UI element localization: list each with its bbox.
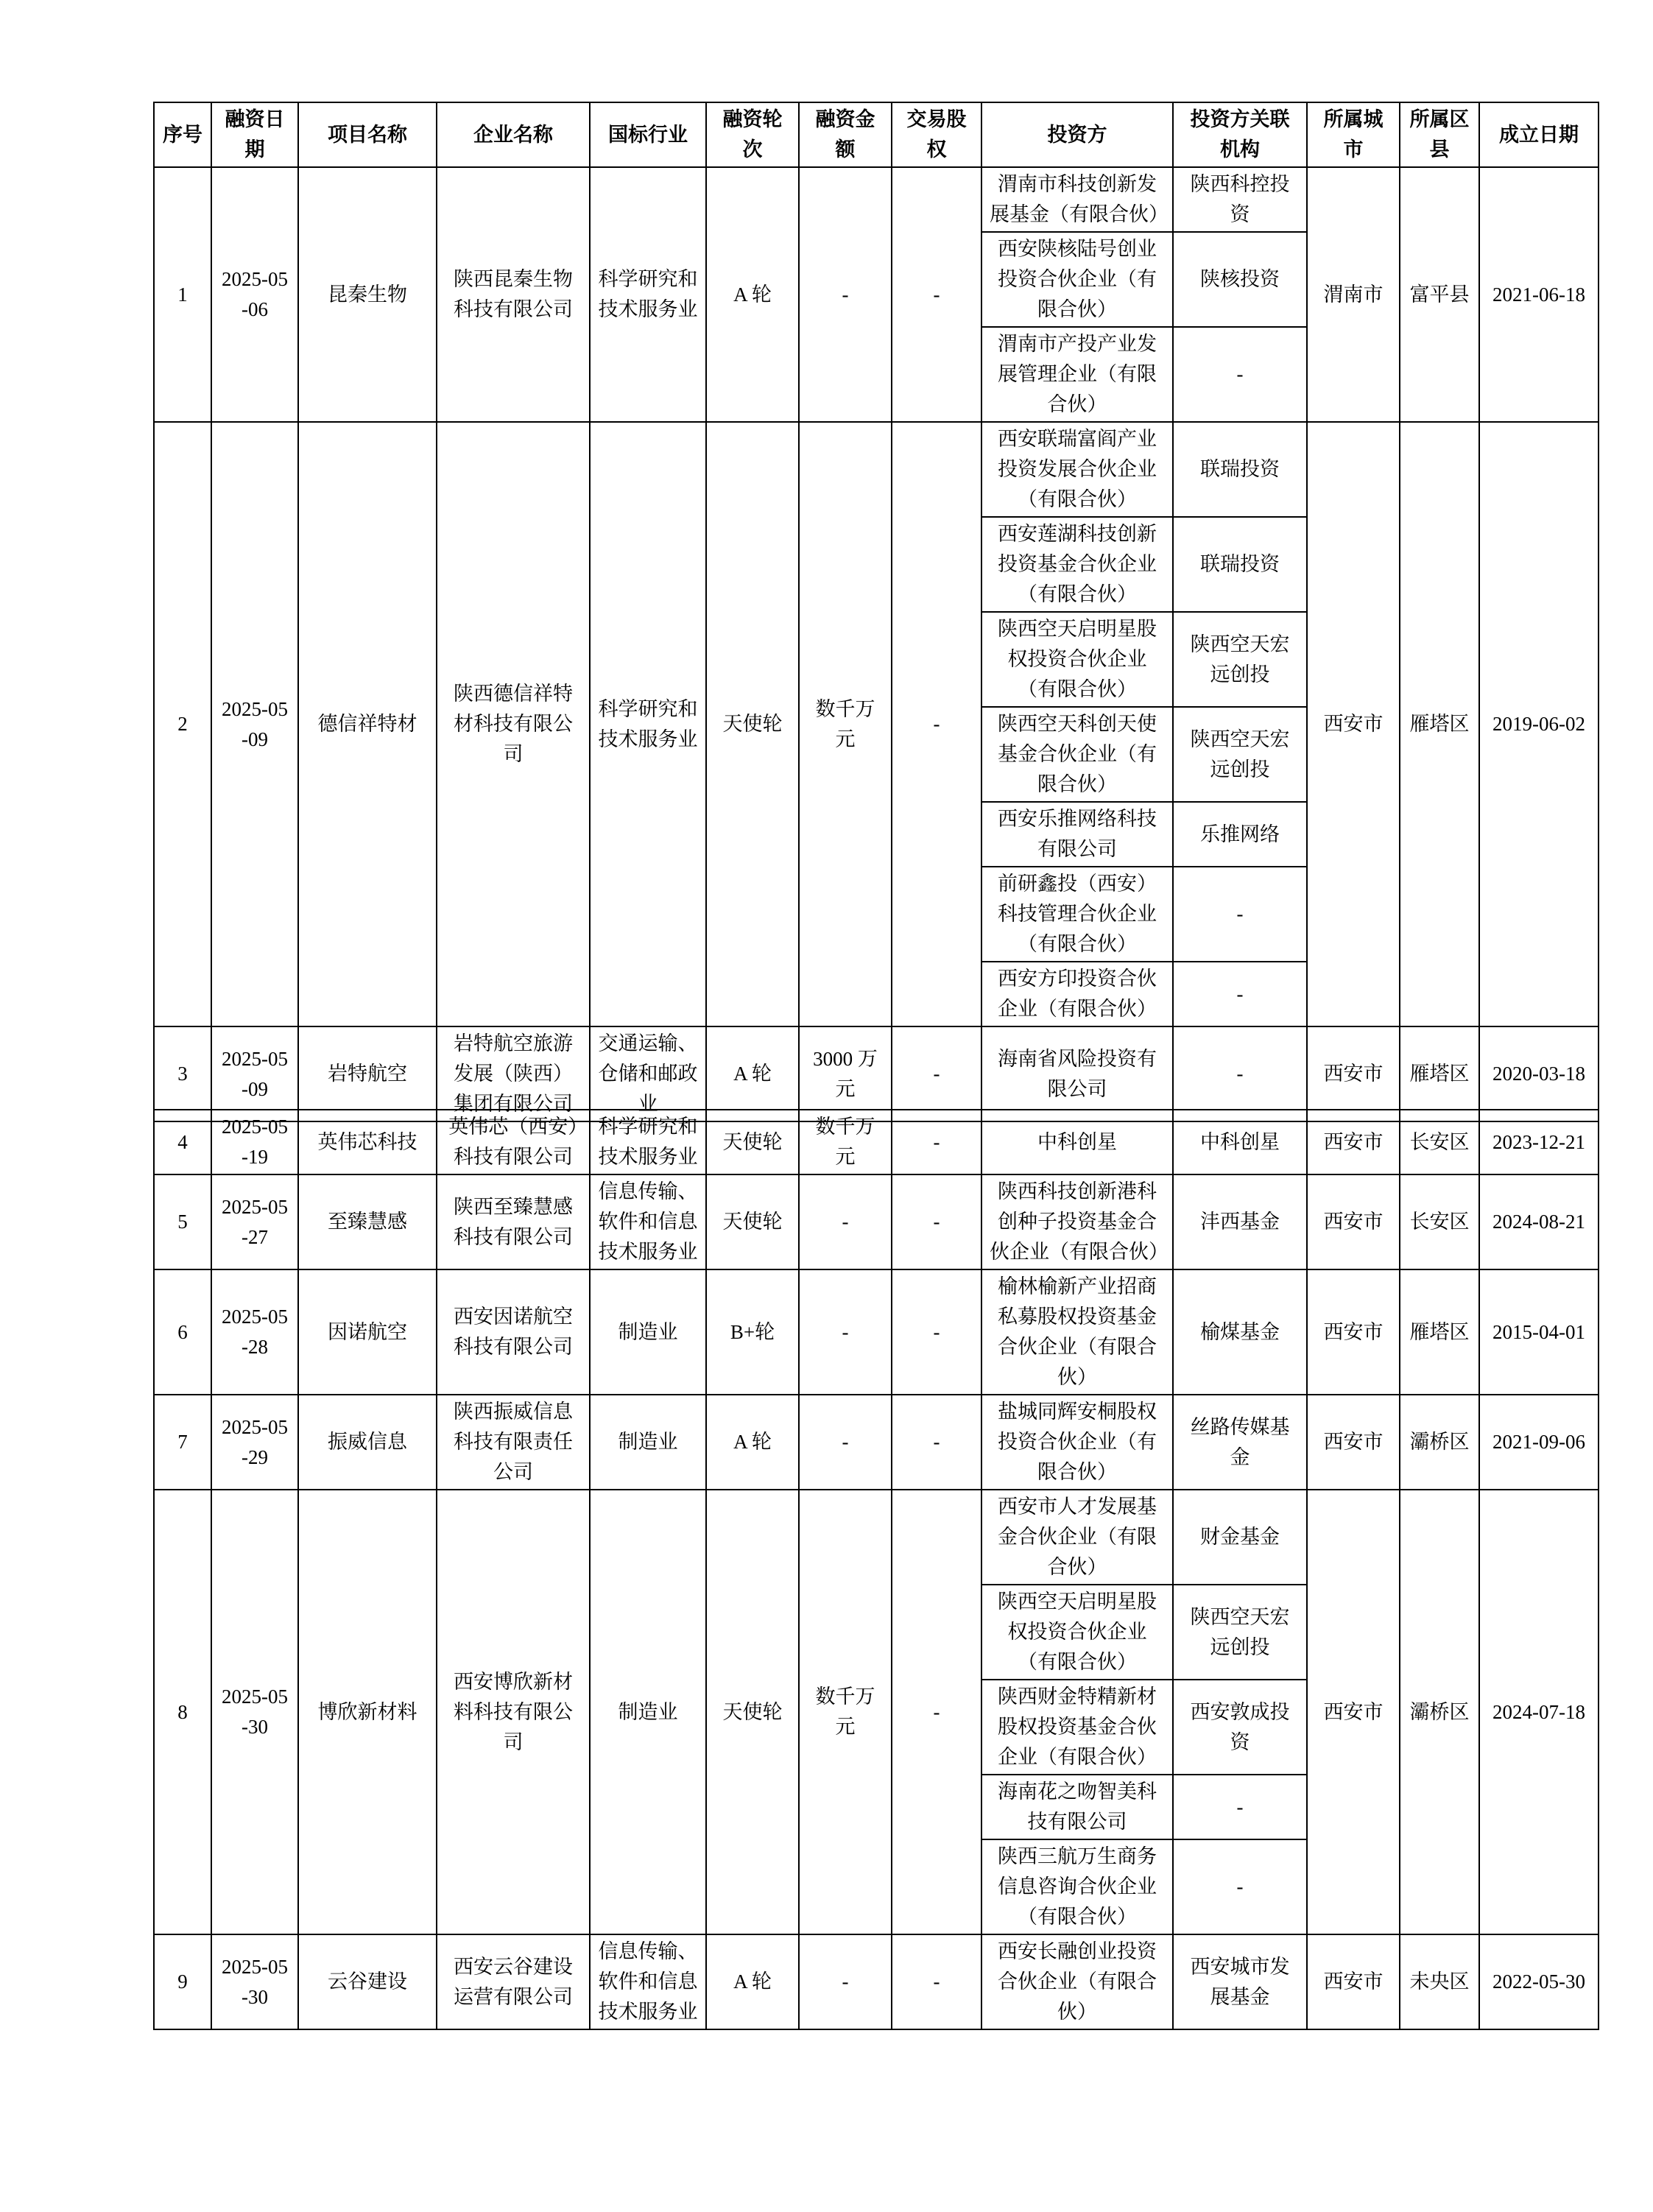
- cell-project: 岩特航空: [298, 1026, 437, 1121]
- cell-affiliate: -: [1173, 1775, 1307, 1839]
- cell-amount: 数千万元: [799, 1490, 892, 1934]
- cell-project: 振威信息: [298, 1395, 437, 1490]
- cell-company: 西安云谷建设运营有限公司: [437, 1934, 590, 2029]
- cell-project: 英伟芯科技: [298, 1110, 437, 1174]
- table-row: [154, 1269, 1599, 1395]
- cell-investor: 中科创星: [981, 1110, 1173, 1174]
- cell-affiliate: 联瑞投资: [1173, 517, 1307, 612]
- cell-city: 西安市: [1307, 1269, 1400, 1395]
- cell-investor: 陕西财金特精新材股权投资基金合伙企业（有限合伙）: [981, 1680, 1173, 1775]
- cell-date: 2025-05-28: [211, 1269, 298, 1395]
- header-industry: 国标行业: [590, 102, 706, 167]
- cell-equity: -: [892, 1110, 981, 1174]
- cell-round: A 轮: [706, 1395, 799, 1490]
- cell-founded: 2021-06-18: [1479, 167, 1599, 422]
- cell-founded: 2023-12-21: [1479, 1110, 1599, 1174]
- cell-affiliate: 陕核投资: [1173, 232, 1307, 327]
- cell-date: 2025-05-27: [211, 1174, 298, 1269]
- cell-project: 博欣新材料: [298, 1490, 437, 1934]
- cell-district: 长安区: [1400, 1174, 1479, 1269]
- cell-equity: -: [892, 1026, 981, 1121]
- cell-industry: 制造业: [590, 1269, 706, 1395]
- cell-investor: 西安莲湖科技创新投资基金合伙企业（有限合伙）: [981, 517, 1173, 612]
- cell-seq: 5: [154, 1174, 211, 1269]
- header-affiliate: 投资方关联机构: [1173, 102, 1307, 167]
- cell-city: 西安市: [1307, 422, 1400, 1026]
- cell-investor: 陕西科技创新港科创种子投资基金合伙企业（有限合伙）: [981, 1174, 1173, 1269]
- cell-industry: 信息传输、软件和信息技术服务业: [590, 1174, 706, 1269]
- cell-project: 云谷建设: [298, 1934, 437, 2029]
- cell-industry: 制造业: [590, 1395, 706, 1490]
- cell-company: 陕西振威信息科技有限责任公司: [437, 1395, 590, 1490]
- cell-company: 岩特航空旅游发展（陕西）集团有限公司: [437, 1026, 590, 1121]
- cell-round: B+轮: [706, 1269, 799, 1395]
- cell-district: 雁塔区: [1400, 422, 1479, 1026]
- cell-investor: 渭南市产投产业发展管理企业（有限合伙）: [981, 327, 1173, 422]
- cell-seq: 1: [154, 167, 211, 422]
- cell-company: 陕西德信祥特材科技有限公司: [437, 422, 590, 1026]
- cell-founded: 2024-08-21: [1479, 1174, 1599, 1269]
- cell-district: 灞桥区: [1400, 1490, 1479, 1934]
- cell-amount: -: [799, 1269, 892, 1395]
- cell-seq: 6: [154, 1269, 211, 1395]
- cell-affiliate: 榆煤基金: [1173, 1269, 1307, 1395]
- cell-date: 2025-05-06: [211, 167, 298, 422]
- cell-date: 2025-05-09: [211, 422, 298, 1026]
- cell-date: 2025-05-09: [211, 1026, 298, 1121]
- header-amount: 融资金额: [799, 102, 892, 167]
- header-founded: 成立日期: [1479, 102, 1599, 167]
- cell-amount: 数千万元: [799, 1110, 892, 1174]
- cell-investor: 陕西空天科创天使基金合伙企业（有限合伙）: [981, 707, 1173, 802]
- header-city: 所属城市: [1307, 102, 1400, 167]
- cell-round: A 轮: [706, 1934, 799, 2029]
- cell-investor: 陕西三航万生商务信息咨询合伙企业（有限合伙）: [981, 1839, 1173, 1934]
- cell-seq: 9: [154, 1934, 211, 2029]
- cell-founded: 2020-03-18: [1479, 1026, 1599, 1121]
- cell-affiliate: 乐推网络: [1173, 802, 1307, 867]
- cell-investor: 海南省风险投资有限公司: [981, 1026, 1173, 1121]
- cell-investor: 盐城同辉安桐股权投资合伙企业（有限合伙）: [981, 1395, 1173, 1490]
- cell-date: 2025-05-29: [211, 1395, 298, 1490]
- table-row: [154, 1395, 1599, 1490]
- cell-company: 陕西至臻慧感科技有限公司: [437, 1174, 590, 1269]
- cell-date: 2025-05-30: [211, 1934, 298, 2029]
- cell-city: 西安市: [1307, 1174, 1400, 1269]
- cell-project: 德信祥特材: [298, 422, 437, 1026]
- cell-company: 英伟芯（西安）科技有限公司: [437, 1110, 590, 1174]
- cell-project: 因诺航空: [298, 1269, 437, 1395]
- cell-seq: 3: [154, 1026, 211, 1121]
- cell-company: 陕西昆秦生物科技有限公司: [437, 167, 590, 422]
- cell-project: 昆秦生物: [298, 167, 437, 422]
- header-round: 融资轮次: [706, 102, 799, 167]
- cell-equity: -: [892, 167, 981, 422]
- cell-industry: 信息传输、软件和信息技术服务业: [590, 1934, 706, 2029]
- cell-founded: 2022-05-30: [1479, 1934, 1599, 2029]
- table-row: [154, 1026, 1599, 1121]
- cell-seq: 7: [154, 1395, 211, 1490]
- cell-amount: 数千万元: [799, 422, 892, 1026]
- cell-affiliate: 西安城市发展基金: [1173, 1934, 1307, 2029]
- cell-round: 天使轮: [706, 1174, 799, 1269]
- cell-investor: 前研鑫投（西安）科技管理合伙企业（有限合伙）: [981, 867, 1173, 962]
- financing-table-part-2: [153, 1109, 1599, 2030]
- cell-investor: 西安市人才发展基金合伙企业（有限合伙）: [981, 1490, 1173, 1585]
- cell-amount: -: [799, 1934, 892, 2029]
- cell-investor: 西安长融创业投资合伙企业（有限合伙）: [981, 1934, 1173, 2029]
- cell-investor: 西安陕核陆号创业投资合伙企业（有限合伙）: [981, 232, 1173, 327]
- cell-equity: -: [892, 1490, 981, 1934]
- cell-city: 西安市: [1307, 1490, 1400, 1934]
- header-project: 项目名称: [298, 102, 437, 167]
- cell-seq: 2: [154, 422, 211, 1026]
- cell-equity: -: [892, 1395, 981, 1490]
- table-row: [154, 1174, 1599, 1269]
- financing-table-part-1: [153, 102, 1599, 1122]
- cell-district: 雁塔区: [1400, 1026, 1479, 1121]
- cell-city: 渭南市: [1307, 167, 1400, 422]
- header-company: 企业名称: [437, 102, 590, 167]
- cell-founded: 2019-06-02: [1479, 422, 1599, 1026]
- cell-industry: 科学研究和技术服务业: [590, 1110, 706, 1174]
- cell-affiliate: -: [1173, 867, 1307, 962]
- cell-investor: 西安乐推网络科技有限公司: [981, 802, 1173, 867]
- table-row: [154, 1934, 1599, 2029]
- header-seq: 序号: [154, 102, 211, 167]
- cell-district: 雁塔区: [1400, 1269, 1479, 1395]
- cell-district: 富平县: [1400, 167, 1479, 422]
- cell-affiliate: 中科创星: [1173, 1110, 1307, 1174]
- cell-city: 西安市: [1307, 1026, 1400, 1121]
- cell-project: 至臻慧感: [298, 1174, 437, 1269]
- header-equity: 交易股权: [892, 102, 981, 167]
- cell-industry: 交通运输、仓储和邮政业: [590, 1026, 706, 1121]
- cell-industry: 科学研究和技术服务业: [590, 422, 706, 1026]
- cell-amount: -: [799, 167, 892, 422]
- cell-founded: 2021-09-06: [1479, 1395, 1599, 1490]
- cell-round: 天使轮: [706, 1110, 799, 1174]
- cell-investor: 西安联瑞富阎产业投资发展合伙企业（有限合伙）: [981, 422, 1173, 517]
- cell-city: 西安市: [1307, 1395, 1400, 1490]
- table-row: [154, 1110, 1599, 1174]
- cell-investor: 陕西空天启明星股权投资合伙企业（有限合伙）: [981, 612, 1173, 707]
- cell-affiliate: 陕西科控投资: [1173, 167, 1307, 232]
- cell-investor: 榆林榆新产业招商私募股权投资基金合伙企业（有限合伙）: [981, 1269, 1173, 1395]
- cell-seq: 4: [154, 1110, 211, 1174]
- cell-date: 2025-05-19: [211, 1110, 298, 1174]
- cell-industry: 科学研究和技术服务业: [590, 167, 706, 422]
- cell-district: 灞桥区: [1400, 1395, 1479, 1490]
- cell-company: 西安因诺航空科技有限公司: [437, 1269, 590, 1395]
- cell-affiliate: 陕西空天宏远创投: [1173, 1585, 1307, 1680]
- cell-district: 长安区: [1400, 1110, 1479, 1174]
- cell-investor: 西安方印投资合伙企业（有限合伙）: [981, 962, 1173, 1026]
- table-body-part-2: [154, 1110, 1599, 2029]
- cell-date: 2025-05-30: [211, 1490, 298, 1934]
- cell-round: 天使轮: [706, 1490, 799, 1934]
- cell-affiliate: -: [1173, 327, 1307, 422]
- cell-round: 天使轮: [706, 422, 799, 1026]
- cell-equity: -: [892, 422, 981, 1026]
- cell-investor: 陕西空天启明星股权投资合伙企业（有限合伙）: [981, 1585, 1173, 1680]
- cell-equity: -: [892, 1174, 981, 1269]
- cell-affiliate: -: [1173, 1839, 1307, 1934]
- cell-amount: -: [799, 1174, 892, 1269]
- header-investor: 投资方: [981, 102, 1173, 167]
- cell-affiliate: 沣西基金: [1173, 1174, 1307, 1269]
- cell-industry: 制造业: [590, 1490, 706, 1934]
- header-date: 融资日期: [211, 102, 298, 167]
- header-district: 所属区县: [1400, 102, 1479, 167]
- cell-affiliate: -: [1173, 962, 1307, 1026]
- cell-affiliate: 西安敦成投资: [1173, 1680, 1307, 1775]
- cell-affiliate: 陕西空天宏远创投: [1173, 707, 1307, 802]
- cell-affiliate: 联瑞投资: [1173, 422, 1307, 517]
- cell-round: A 轮: [706, 167, 799, 422]
- cell-affiliate: 陕西空天宏远创投: [1173, 612, 1307, 707]
- cell-city: 西安市: [1307, 1110, 1400, 1174]
- cell-equity: -: [892, 1269, 981, 1395]
- cell-city: 西安市: [1307, 1934, 1400, 2029]
- table-row: [154, 1490, 1599, 1585]
- table-body-part-1: [154, 167, 1599, 1121]
- cell-founded: 2024-07-18: [1479, 1490, 1599, 1934]
- cell-company: 西安博欣新材料科技有限公司: [437, 1490, 590, 1934]
- cell-round: A 轮: [706, 1026, 799, 1121]
- cell-founded: 2015-04-01: [1479, 1269, 1599, 1395]
- cell-equity: -: [892, 1934, 981, 2029]
- cell-amount: -: [799, 1395, 892, 1490]
- cell-district: 未央区: [1400, 1934, 1479, 2029]
- header-row: [154, 102, 1599, 167]
- table-row: [154, 167, 1599, 232]
- cell-seq: 8: [154, 1490, 211, 1934]
- cell-affiliate: 丝路传媒基金: [1173, 1395, 1307, 1490]
- cell-amount: 3000 万元: [799, 1026, 892, 1121]
- table-row: [154, 422, 1599, 517]
- cell-affiliate: 财金基金: [1173, 1490, 1307, 1585]
- cell-investor: 渭南市科技创新发展基金（有限合伙）: [981, 167, 1173, 232]
- cell-investor: 海南花之吻智美科技有限公司: [981, 1775, 1173, 1839]
- cell-affiliate: -: [1173, 1026, 1307, 1121]
